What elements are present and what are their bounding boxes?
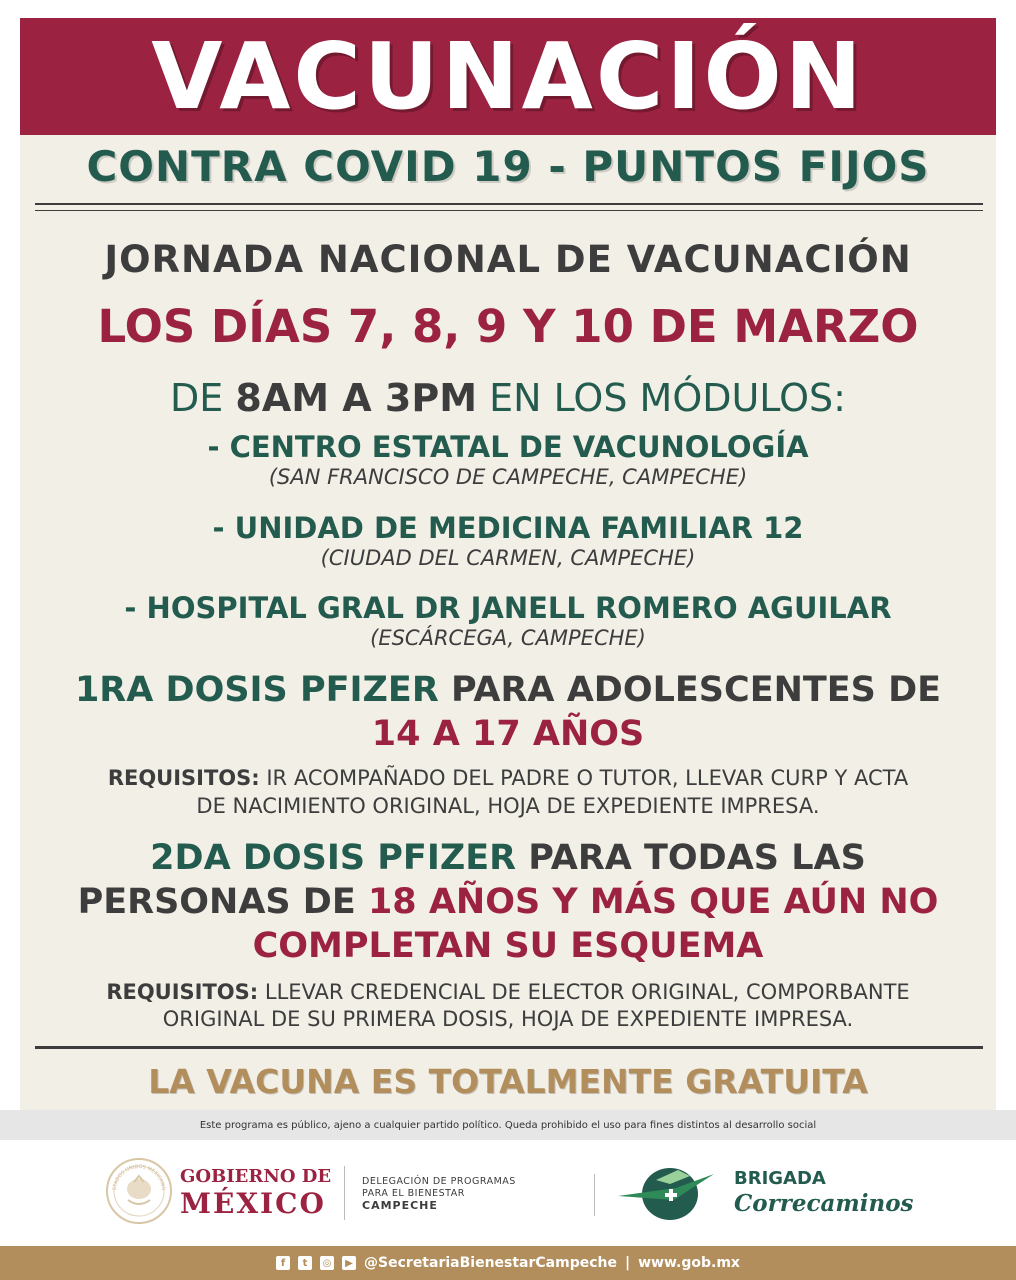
dose2-heading-line3: COMPLETAN SU ESQUEMA [252, 926, 764, 966]
dose2-requirements-line2: ORIGINAL DE SU PRIMERA DOSIS, HOJA DE EXPEDIENTE IMPRESA. [162, 1007, 854, 1031]
gob-logo-line2: MÉXICO [180, 1187, 326, 1220]
dose1-label: 1RA DOSIS PFIZER [74, 670, 439, 710]
dose1-req-label: REQUISITOS: [107, 766, 260, 790]
dose1-requirements-line2: DE NACIMIENTO ORIGINAL, HOJA DE EXPEDIENTE IMPRESA. [196, 794, 820, 818]
dose1-requirements-line1 [20, 766, 996, 790]
schedule-suffix: EN LOS MÓDULOS: [477, 376, 846, 420]
dose2-ages: 18 AÑOS Y MÁS QUE AÚN NO [367, 882, 939, 922]
module-location: (CIUDAD DEL CARMEN, CAMPECHE) [320, 546, 696, 570]
disclaimer-text: Este programa es público, ajeno a cualquier partido político. Queda prohibido el uso para fines distintos al desarrollo social [199, 1119, 817, 1131]
divider-top-2 [35, 210, 983, 211]
disclaimer-bar [0, 1110, 1016, 1140]
facebook-icon[interactable]: f [276, 1256, 290, 1270]
roadrunner-logo-icon [616, 1160, 728, 1228]
social-handle[interactable]: @SecretariaBienestarCampeche [364, 1255, 617, 1271]
gob-logo-line1: GOBIERNO DE [180, 1166, 332, 1187]
brigada-line2: Correcaminos [734, 1190, 914, 1217]
dose2-text1: PARA TODAS LAS [516, 838, 866, 878]
dose2-heading-line1 [20, 838, 996, 878]
dose2-text2: PERSONAS DE [77, 882, 368, 922]
social-separator: | [625, 1255, 631, 1271]
youtube-icon[interactable]: ▶ [342, 1256, 356, 1270]
social-bar [0, 1246, 1016, 1280]
title-banner [20, 18, 996, 135]
module-name: - HOSPITAL GRAL DR JANELL ROMERO AGUILAR [124, 591, 892, 625]
website-link[interactable]: www.gob.mx [638, 1255, 740, 1271]
delegation-line3: CAMPECHE [362, 1199, 438, 1212]
module-location: (ESCÁRCEGA, CAMPECHE) [370, 626, 646, 650]
twitter-icon[interactable]: t [298, 1256, 312, 1270]
schedule-hours: 8AM A 3PM [235, 376, 478, 420]
dose1-text: PARA ADOLESCENTES DE [438, 670, 942, 710]
dose1-ages: 14 A 17 AÑOS [371, 714, 645, 754]
divider-bottom [35, 1046, 983, 1049]
delegation-line1: DELEGACIÓN DE PROGRAMAS [362, 1176, 516, 1187]
jornada-days: LOS DÍAS 7, 8, 9 Y 10 DE MARZO [97, 300, 919, 353]
poster-subtitle: CONTRA COVID 19 - PUNTOS FIJOS [86, 142, 930, 191]
national-seal-icon [104, 1156, 174, 1226]
module-name: - CENTRO ESTATAL DE VACUNOLOGÍA [207, 430, 809, 464]
dose2-heading-line2 [20, 882, 996, 922]
delegation-block [362, 1176, 516, 1212]
dose2-req-text: LLEVAR CREDENCIAL DE ELECTOR ORIGINAL, COMPORBANTE [258, 980, 910, 1004]
jornada-schedule [20, 376, 996, 420]
dose1-req-text: IR ACOMPAÑADO DEL PADRE O TUTOR, LLEVAR CURP Y ACTA [259, 766, 909, 790]
free-vaccine-notice: LA VACUNA ES TOTALMENTE GRATUITA [148, 1062, 868, 1101]
instagram-icon[interactable]: ◎ [320, 1256, 334, 1270]
dose2-requirements-line1 [20, 980, 996, 1004]
brigada-line1: BRIGADA [734, 1168, 826, 1189]
dose1-heading [20, 670, 996, 710]
delegation-line2: PARA EL BIENESTAR [362, 1188, 465, 1199]
divider-top-1 [35, 203, 983, 205]
module-location: (SAN FRANCISCO DE CAMPECHE, CAMPECHE) [268, 465, 748, 489]
seal-text: STADOS UNIDOS MEXICANO [111, 1163, 167, 1191]
logo-divider [344, 1166, 345, 1220]
dose2-label: 2DA DOSIS PFIZER [150, 838, 517, 878]
poster-title: VACUNACIÓN [151, 22, 865, 130]
module-name: - UNIDAD DE MEDICINA FAMILIAR 12 [212, 511, 804, 545]
dose2-req-label: REQUISITOS: [106, 980, 259, 1004]
logos-strip [0, 1140, 1016, 1246]
logo-divider [594, 1174, 595, 1216]
jornada-heading: JORNADA NACIONAL DE VACUNACIÓN [104, 238, 912, 281]
schedule-prefix: DE [170, 376, 236, 420]
